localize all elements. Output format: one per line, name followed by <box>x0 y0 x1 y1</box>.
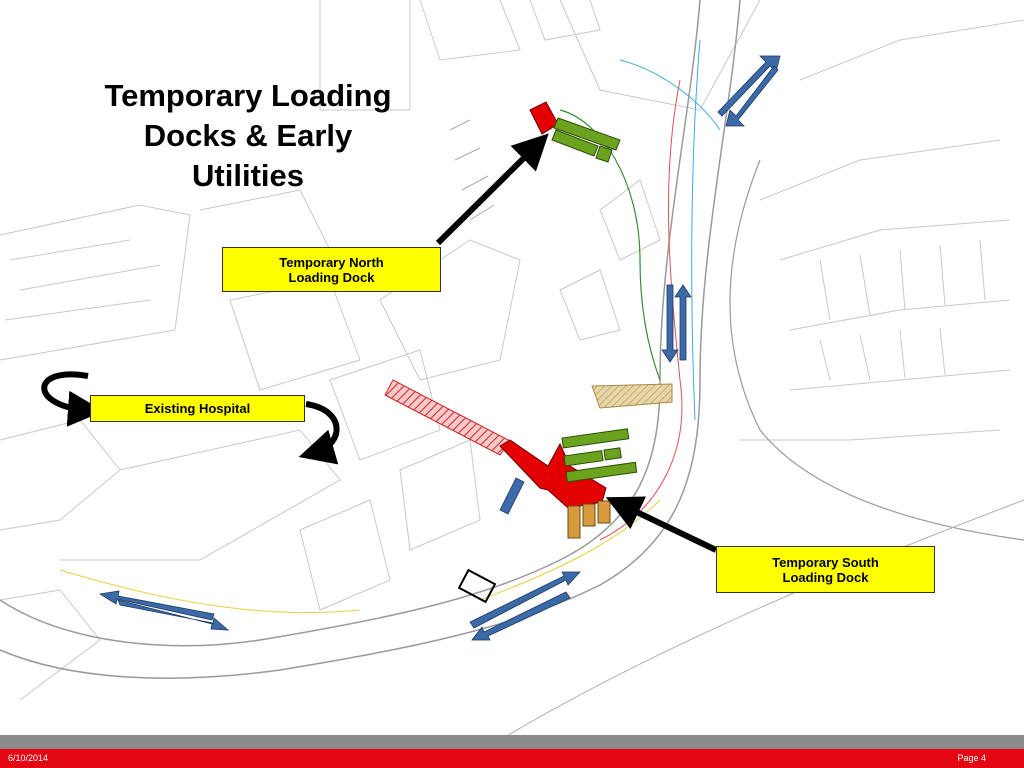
footer-red-band <box>0 749 1024 768</box>
curved-arrow-left <box>44 374 88 410</box>
south-dock-staging-1 <box>562 429 629 448</box>
footer-date: 6/10/2014 <box>8 753 49 763</box>
traffic-arrow-diagonal-south <box>500 478 524 514</box>
north-dock-callout <box>222 247 441 292</box>
traffic-arrow-ne <box>718 56 780 116</box>
south-callout-line-2: Loading Dock <box>782 569 869 585</box>
south-dock-bay-2 <box>583 504 595 526</box>
south-leader-arrow <box>622 505 716 550</box>
north-dock-red-block <box>530 102 558 134</box>
north-leader-arrow <box>438 146 536 243</box>
hospital-callout-label: Existing Hospital <box>144 401 251 416</box>
title-line-3: Utilities <box>192 158 304 193</box>
south-dock-staging-4 <box>566 462 637 482</box>
curved-arrow-right <box>306 404 337 452</box>
north-dock-staging-3 <box>596 146 612 162</box>
south-callout-line-1: Temporary South <box>772 554 879 570</box>
footer-page-number: Page 4 <box>957 753 986 763</box>
south-dock-bay-3 <box>598 501 610 523</box>
footer-gray-band <box>0 735 1024 749</box>
south-dock-staging-2 <box>564 451 603 466</box>
hatched-tan-area <box>592 384 672 408</box>
north-callout-line-1: Temporary North <box>279 254 384 270</box>
south-dock-staging-3 <box>604 448 621 460</box>
existing-hospital-callout <box>90 395 305 422</box>
north-callout-line-2: Loading Dock <box>288 269 375 285</box>
south-dock-bay-1 <box>568 506 580 538</box>
title-line-1: Temporary Loading <box>104 78 392 113</box>
slide-title <box>48 76 448 196</box>
south-dock-callout <box>716 546 935 593</box>
north-loading-dock <box>530 102 620 162</box>
title-line-2: Docks & Early <box>143 118 353 153</box>
